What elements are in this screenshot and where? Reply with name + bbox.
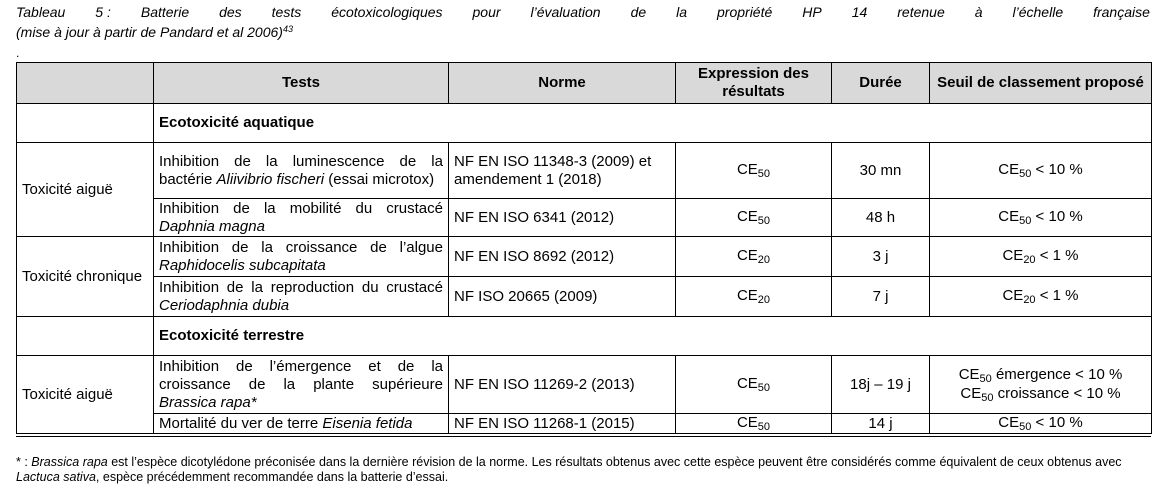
table-sections-0-groups-0-rows-0-test_parts-part: Aliivibrio fischeri bbox=[216, 170, 325, 188]
expression-cell bbox=[676, 277, 832, 317]
footnote-parts-part: Brassica rapa bbox=[31, 455, 108, 469]
table-sections-0-groups-1-rows-1-test_parts-part: Ceriodaphnia dubia bbox=[159, 296, 290, 314]
table-sections-0-groups-0-rows-1-seuil-0-part: CE bbox=[998, 208, 1020, 225]
expression-sub: 50 bbox=[757, 382, 771, 394]
duree-cell: 48 h bbox=[832, 199, 930, 237]
footnote-parts-part: Lactuca sativa bbox=[16, 470, 96, 484]
expression-sub: 20 bbox=[757, 254, 771, 266]
caption-word: des bbox=[219, 4, 242, 20]
table-sections-0-groups-0-rows-0-seuil-0-part: 50 bbox=[1019, 168, 1032, 180]
seuil-cell bbox=[930, 237, 1152, 277]
caption-word: propriété bbox=[717, 4, 773, 20]
caption-word: Batterie bbox=[140, 4, 190, 20]
table-sections-0-groups-0-rows-1-test_parts-part: Daphnia magna bbox=[159, 217, 265, 235]
footnote-parts-part: , espèce précédemment recommandée dans la batterie d’essai. bbox=[95, 470, 449, 484]
duree-cell: 14 j bbox=[832, 414, 930, 434]
test-cell bbox=[154, 414, 449, 434]
norme-cell: NF EN ISO 11348-3 (2009) et amendement 1 (2018) bbox=[449, 143, 676, 199]
table-sections-0-groups-1-rows-0-seuil-0-part: 20 bbox=[1023, 254, 1036, 266]
section-blank-cell bbox=[17, 317, 154, 356]
expression-cell bbox=[676, 143, 832, 199]
section-blank-cell bbox=[17, 104, 154, 143]
table-body bbox=[17, 104, 1152, 434]
seuil-line bbox=[935, 161, 1146, 180]
caption-word: française bbox=[1093, 4, 1150, 20]
seuil-cell bbox=[930, 414, 1152, 434]
test-cell bbox=[154, 356, 449, 414]
table-row bbox=[17, 199, 1152, 237]
expression-cell bbox=[676, 199, 832, 237]
table-sections-0-groups-0-rows-0-seuil-0-part: CE bbox=[998, 161, 1020, 178]
expression-base: CE bbox=[736, 247, 758, 264]
expression-base: CE bbox=[736, 375, 758, 392]
table-sections-1-groups-0-rows-0-seuil-0-part: 50 bbox=[979, 372, 992, 385]
expression-cell bbox=[676, 414, 832, 434]
table-sections-0-groups-1-rows-0-seuil-0-part: CE bbox=[1002, 247, 1024, 264]
table-sections-0-groups-0-rows-0-seuil-0-part: < 10 % bbox=[1031, 161, 1083, 178]
seuil-line bbox=[935, 208, 1146, 227]
seuil-line bbox=[935, 287, 1146, 306]
caption-word: l’échelle bbox=[1012, 4, 1064, 20]
table-sections-1-groups-0-rows-0-test_parts-part: Inhibition de l’émergence et de la croissance de la plante supérieure bbox=[159, 357, 443, 393]
table-caption bbox=[16, 4, 1150, 41]
seuil-cell bbox=[930, 277, 1152, 317]
section-row bbox=[17, 317, 1152, 356]
caption-footnote-ref: 43 bbox=[282, 24, 293, 34]
table-sections-1-groups-0-rows-1-seuil-0-part: < 10 % bbox=[1031, 414, 1083, 431]
caption-line-1 bbox=[16, 4, 1150, 21]
table-sections-0-groups-1-rows-1-test_parts-part: Inhibition de la reproduction du crustacé bbox=[159, 278, 443, 296]
header-tests: Tests bbox=[154, 63, 449, 104]
stray-dot: . bbox=[16, 46, 20, 60]
table-header bbox=[17, 63, 1152, 104]
table-sections-0-groups-1-rows-1-seuil-0-part: 20 bbox=[1023, 294, 1036, 306]
caption-word: pour bbox=[472, 4, 501, 20]
caption-word: tests bbox=[271, 4, 302, 20]
test-cell bbox=[154, 277, 449, 317]
norme-cell: NF EN ISO 11268-1 (2015) bbox=[449, 414, 676, 434]
table-sections-0-groups-1-rows-0-test_parts-part: Raphidocelis subcapitata bbox=[159, 256, 326, 274]
seuil-cell bbox=[930, 143, 1152, 199]
header-duree: Durée bbox=[832, 63, 930, 104]
caption-source: (mise à jour à partir de Pandard et al 2006) bbox=[16, 24, 283, 40]
caption-line-2 bbox=[16, 21, 1150, 41]
table-sections-1-groups-0-rows-0-seuil-1-part: croissance < 10 % bbox=[993, 384, 1121, 402]
table-sections-1-groups-0-rows-1-test_parts-part: Eisenia fetida bbox=[322, 414, 413, 432]
table-sections-1-groups-0-rows-1-test_parts-part: Mortalité du ver de terre bbox=[159, 414, 323, 432]
seuil-line bbox=[935, 366, 1146, 385]
test-cell bbox=[154, 199, 449, 237]
table-sections-1-groups-0-rows-0-seuil-0-part: émergence < 10 % bbox=[991, 365, 1123, 383]
table-sections-0-groups-0-rows-1-seuil-0-part: 50 bbox=[1019, 215, 1032, 227]
norme-cell: NF EN ISO 6341 (2012) bbox=[449, 199, 676, 237]
seuil-line bbox=[935, 247, 1146, 266]
footnote-parts-part: est l’espèce dicotylédone préconisée dans la dernière révision de la norme. Les résultats obtenus avec cette espèce peuvent être considérés comme équivalent de ceux obtenus avec bbox=[107, 455, 1122, 469]
table-sections-0-groups-1-rows-1-seuil-0-part: < 1 % bbox=[1035, 287, 1079, 304]
caption-word: l’évaluation bbox=[530, 4, 601, 20]
table-sections-0-groups-1-rows-0-seuil-0-part: < 1 % bbox=[1035, 247, 1079, 264]
table-row bbox=[17, 143, 1152, 199]
expression-sub: 20 bbox=[757, 294, 771, 306]
caption-word: HP bbox=[802, 4, 822, 20]
norme-cell: NF ISO 20665 (2009) bbox=[449, 277, 676, 317]
table-row bbox=[17, 237, 1152, 277]
table-sections-1-groups-0-rows-0-seuil-0-part: CE bbox=[958, 365, 980, 383]
table-sections-0-groups-0-rows-1-seuil-0-part: < 10 % bbox=[1031, 208, 1083, 225]
expression-base: CE bbox=[736, 414, 758, 431]
expression-sub: 50 bbox=[757, 215, 771, 227]
seuil-cell bbox=[930, 199, 1152, 237]
expression-base: CE bbox=[736, 208, 758, 225]
seuil-line bbox=[935, 414, 1146, 433]
group-label: Toxicité aiguë bbox=[17, 356, 154, 434]
duree-cell: 7 j bbox=[832, 277, 930, 317]
caption-word: retenue bbox=[897, 4, 945, 20]
table-sections-1-groups-0-rows-0-seuil-1-part: CE bbox=[960, 384, 982, 402]
table-sections-1-groups-0-rows-1-seuil-0-part: 50 bbox=[1019, 421, 1032, 433]
table-sections-1-groups-0-rows-0-seuil-1-part: 50 bbox=[981, 391, 994, 404]
header-seuil: Seuil de classement proposé bbox=[930, 63, 1152, 104]
expression-base: CE bbox=[736, 287, 758, 304]
caption-word: 14 bbox=[851, 4, 868, 20]
caption-word: de bbox=[630, 4, 647, 20]
table-sections-0-groups-0-rows-1-test_parts-part: Inhibition de la mobilité du crustacé bbox=[159, 199, 443, 217]
header-category bbox=[17, 63, 154, 104]
expression-base: CE bbox=[736, 161, 758, 178]
footnote bbox=[16, 455, 1156, 485]
norme-cell: NF EN ISO 11269-2 (2013) bbox=[449, 356, 676, 414]
seuil-line bbox=[935, 385, 1146, 404]
expression-cell bbox=[676, 237, 832, 277]
caption-word: écotoxicologiques bbox=[331, 4, 443, 20]
duree-cell: 18j – 19 j bbox=[832, 356, 930, 414]
table-sections-1-groups-0-rows-1-seuil-0-part: CE bbox=[998, 414, 1020, 431]
table-row bbox=[17, 277, 1152, 317]
expression-sub: 50 bbox=[757, 168, 771, 180]
expression-sub: 50 bbox=[757, 421, 771, 433]
table-sections-1-groups-0-rows-0-test_parts-part: Brassica rapa* bbox=[159, 393, 257, 411]
table-bottom-rule bbox=[16, 436, 1151, 437]
seuil-cell bbox=[930, 356, 1152, 414]
table-sections-0-groups-1-rows-0-test_parts-part: Inhibition de la croissance de l’algue bbox=[159, 238, 443, 256]
caption-word: la bbox=[676, 4, 688, 20]
table-sections-0-groups-0-rows-0-test_parts-part: Inhibition de la luminescence de la bactérie bbox=[159, 152, 443, 188]
duree-cell: 30 mn bbox=[832, 143, 930, 199]
footnote-parts-part: * : bbox=[16, 455, 32, 469]
caption-word: 5 : bbox=[95, 4, 111, 20]
table-row bbox=[17, 414, 1152, 434]
duree-cell: 3 j bbox=[832, 237, 930, 277]
section-title: Ecotoxicité aquatique bbox=[154, 104, 1152, 143]
table-row bbox=[17, 356, 1152, 414]
expression-cell bbox=[676, 356, 832, 414]
section-row bbox=[17, 104, 1152, 143]
test-cell bbox=[154, 237, 449, 277]
norme-cell: NF EN ISO 8692 (2012) bbox=[449, 237, 676, 277]
caption-word: à bbox=[974, 4, 983, 20]
header-expression: Expression des résultats bbox=[676, 63, 832, 104]
group-label: Toxicité chronique bbox=[17, 237, 154, 317]
group-label: Toxicité aiguë bbox=[17, 143, 154, 237]
table-sections-0-groups-0-rows-0-test_parts-part: (essai microtox) bbox=[324, 170, 435, 188]
header-row bbox=[17, 63, 1152, 104]
header-norme: Norme bbox=[449, 63, 676, 104]
test-cell bbox=[154, 143, 449, 199]
caption-word: Tableau bbox=[16, 4, 66, 20]
section-title: Ecotoxicité terrestre bbox=[154, 317, 1152, 356]
table-sections-0-groups-1-rows-1-seuil-0-part: CE bbox=[1002, 287, 1024, 304]
ecotox-tests-table bbox=[16, 62, 1152, 434]
